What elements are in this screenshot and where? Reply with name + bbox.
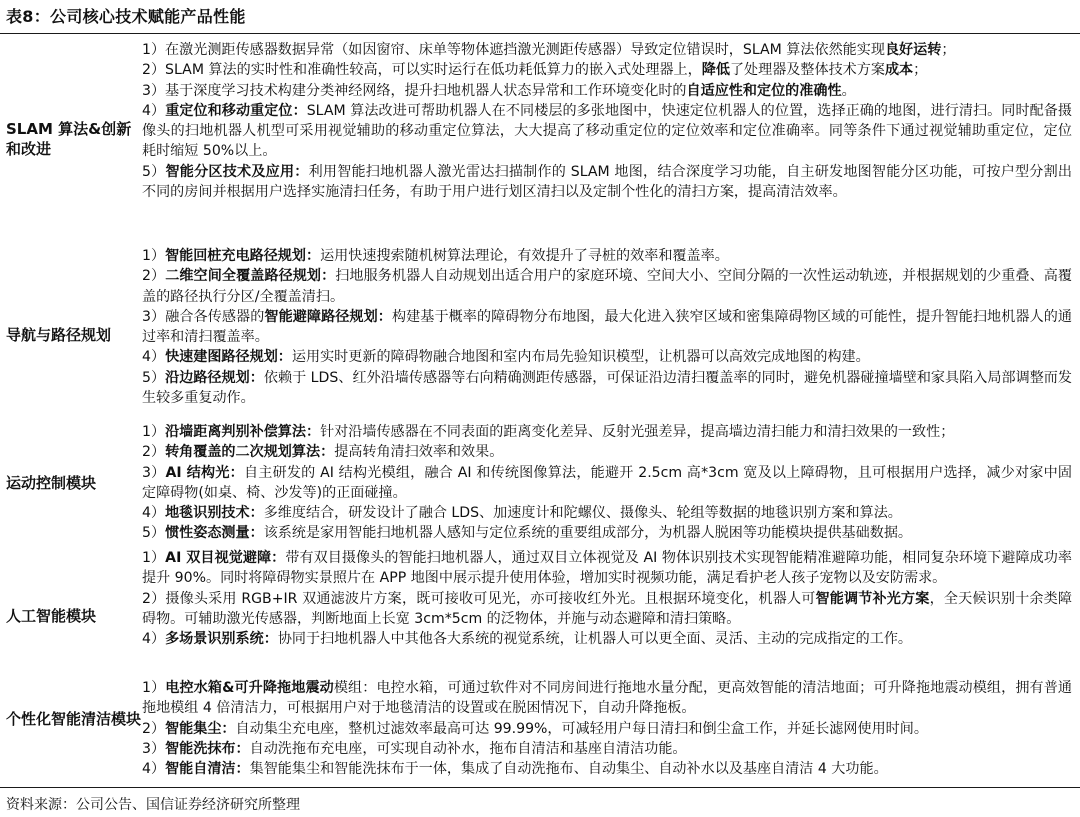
text-segment: 自主研发的 AI 结构光模组，融合 AI 和传统图像算法，能避开 2.5cm 高*3cm 宽及以上障碍物，且可根据用户选择，减少对家中固定障碍物(如桌、椅、沙发等)的正面碰撞。: [142, 464, 1073, 501]
row-item: [142, 422, 1072, 442]
top-rule: [0, 33, 1080, 34]
text-segment: 提高转角清扫效率和效果。: [334, 444, 504, 461]
row-item: [142, 246, 1072, 266]
text-segment: 5）: [142, 369, 166, 386]
row-item: [142, 759, 1072, 779]
category-label: 运动控制模块: [6, 474, 97, 492]
text-segment: 4）: [142, 102, 166, 119]
row-item: [142, 81, 1072, 101]
row-item: [142, 739, 1072, 759]
bold-text: 沿边路径规划：: [165, 369, 264, 386]
row-item: [142, 503, 1072, 523]
text-segment: 针对沿墙传感器在不同表面的距离变化差异、反射光强差异，提高墙边清扫能力和清扫效果的一致性；: [320, 424, 955, 440]
row-item: [142, 307, 1072, 348]
row-item: [142, 548, 1072, 589]
row-item: [142, 589, 1072, 630]
text-segment: 2）SLAM 算法的实时性和准确性较高，可以实时运行在低功耗低算力的嵌入式处理器上，: [142, 62, 702, 79]
bold-text: 沿墙距离判别补偿算法：: [165, 424, 321, 440]
category-label: 个性化智能清洁模块: [6, 710, 142, 728]
bold-text: 地毯识别技术：: [165, 505, 264, 522]
text-segment: 带有双目摄像头的智能扫地机器人，通过双目立体视觉及 AI 物体识别技术实现智能精准避障功能，相同复杂环境下避障成功率提升 90%。同时将障碍物实景照片在 APP 地图中展示提升使用体验，增加实时视频功能，满足看护老人孩子宠物以及安防需求。: [142, 550, 1072, 587]
text-segment: 3）: [142, 464, 166, 481]
category-label: SLAM 算法&创新和改进: [6, 120, 132, 158]
bottom-rule: [0, 787, 1080, 788]
text-segment: ；: [913, 62, 928, 79]
text-segment: 1）: [142, 424, 166, 440]
bold-text: 智能洗抹布：: [165, 740, 250, 757]
bold-text: 二维空间全覆盖路径规划：: [165, 268, 336, 285]
category-label: 导航与路径规划: [6, 326, 112, 344]
text-segment: 1）: [142, 680, 166, 696]
text-segment: 5）: [142, 525, 166, 542]
row-item: [142, 678, 1072, 719]
bold-text: 自适应性和定位的准确性: [686, 82, 842, 99]
text-segment: 多维度结合，研发设计了融合 LDS、加速度计和陀螺仪、摄像头、轮组等数据的地毯识别方案和算法。: [263, 505, 902, 522]
text-segment: 4）: [142, 761, 166, 778]
text-segment: 自动洗拖布充电座，可实现自动补水，拖布自清洁和基座自清洁功能。: [249, 740, 687, 757]
text-segment: 4）: [142, 505, 166, 522]
table-row-cleaning: [0, 678, 1080, 786]
text-segment: 2）: [142, 268, 166, 285]
row-item: [142, 347, 1072, 367]
text-segment: 2）: [142, 720, 166, 737]
row-item: [142, 101, 1072, 162]
row-content: [142, 40, 1072, 202]
bold-text: 智能回桩充电路径规划：: [165, 248, 321, 264]
text-segment: ，全天候识别十余类障碍物。可辅助激光传感器，判断地面上长宽 3cm*5cm 的泛物体，并施与动态避障和清扫策略。: [142, 590, 1072, 627]
text-segment: 协同于扫地机器人中其他各大系统的视觉系统，让机器人可以更全面、灵活、主动的完成指定的工作。: [277, 631, 913, 648]
text-segment: 扫地服务机器人自动规划出适合用户的家庭环境、空间大小、空间分隔的一次性运动轨迹，并根据规划的少重叠、高覆盖的路径执行分区/全覆盖清扫。: [142, 268, 1073, 305]
row-item: [142, 719, 1072, 739]
row-content: [142, 678, 1072, 779]
text-segment: 1）: [142, 550, 166, 566]
text-segment: 该系统是家用智能扫地机器人感知与定位系统的重要组成部分，为机器人脱困等功能模块提供基础数据。: [263, 525, 913, 542]
bold-text: 电控水箱&可升降拖地震动: [165, 680, 334, 696]
text-segment: 依赖于 LDS、红外沿墙传感器等右向精确测距传感器，可保证沿边清扫覆盖率的同时，避免机器碰撞墙壁和家具陷入局部调整而发生较多重复动作。: [142, 369, 1073, 407]
text-segment: 4）: [142, 349, 166, 366]
text-segment: 3）基于深度学习技术构建分类神经网络，提升扫地机器人状态异常和工作环境变化时的: [142, 82, 687, 99]
row-content: [142, 548, 1072, 649]
bold-text: 快速建图路径规划：: [165, 349, 292, 366]
text-segment: SLAM 算法改进可帮助机器人在不同楼层的多张地图中，快速定位机器人的位置，选择正确的地图，进行清扫。同时配备摄像头的扫地机器人机型可采用视觉辅助的移动重定位算法，大大提高了移动重定位的定位效率和定位准确率。同等条件下通过视觉辅助重定位，定位耗时缩短 50%以上。: [142, 102, 1072, 160]
text-segment: 5）: [142, 163, 166, 180]
text-segment: 模组：电控水箱，可通过软件对不同房间进行拖地水量分配，更高效智能的清洁地面；可升降拖地震动模组，拥有普通拖地模组 4 倍清洁力，可根据用户对于地毯清洁的设置或在脱困情况下，自动升降拖板。: [142, 680, 1073, 717]
category-label: 人工智能模块: [6, 607, 97, 625]
text-segment: 2）摄像头采用 RGB+IR 双通滤波片方案，既可接收可见光，亦可接收红外光。且根据环境变化，机器人可: [142, 590, 816, 607]
bold-text: 智能自清洁：: [165, 761, 250, 778]
bold-text: AI 结构光：: [165, 464, 244, 481]
text-segment: 构建基于概率的障碍物分布地图，最大化进入狭窄区域和密集障碍物区域的可能性，提升智能扫地机器人的通过率和清扫覆盖率。: [142, 308, 1073, 346]
text-segment: 集智能集尘和智能洗抹布于一体，集成了自动洗拖布、自动集尘、自动补水以及基座自清洁 4 大功能。: [249, 761, 888, 778]
bold-text: 良好运转: [884, 42, 942, 58]
bold-text: 成本: [884, 62, 914, 79]
text-segment: 。: [841, 82, 856, 99]
text-segment: 了处理器及整体技术方案: [729, 62, 885, 79]
bold-text: 惯性姿态测量：: [165, 525, 264, 542]
row-item: [142, 368, 1072, 409]
row-content: [142, 246, 1072, 408]
bold-text: AI 双目视觉避障：: [165, 550, 286, 566]
text-segment: 4）: [142, 631, 166, 648]
bold-text: 降低: [701, 62, 730, 79]
bold-text: 智能集尘：: [165, 720, 236, 737]
bold-text: 智能调节补光方案: [815, 590, 930, 607]
text-segment: 运用快速搜索随机树算法理论，有效提升了寻桩的效率和覆盖率。: [320, 248, 729, 264]
row-item: [142, 60, 1072, 80]
text-segment: 利用智能扫地机器人激光雷达扫描制作的 SLAM 地图，结合深度学习功能，自主研发地图智能分区功能，可按户型分割出不同的房间并根据用户选择实施清扫任务，有助于用户进行划区清扫以及定制个性化的清扫方案，提高清洁效率。: [142, 163, 1073, 201]
text-segment: 3）融合各传感器的: [142, 308, 265, 325]
text-segment: 1）: [142, 248, 166, 264]
bold-text: 智能分区技术及应用：: [165, 163, 309, 180]
text-segment: 自动集尘充电座，整机过滤效率最高可达 99.99%，可减轻用户每日清扫和倒尘盒工作，并延长滤网使用时间。: [235, 720, 928, 737]
text-segment: 运用实时更新的障碍物融合地图和室内布局先验知识模型，让机器可以高效完成地图的构建。: [291, 349, 870, 366]
row-item: [142, 162, 1072, 203]
row-item: [142, 523, 1072, 543]
row-item: [142, 40, 1072, 60]
table-row-navigation: [0, 246, 1080, 424]
text-segment: ；: [941, 42, 956, 58]
table-row-ai: [0, 548, 1080, 686]
table-row-motion-control: [0, 422, 1080, 548]
bold-text: 多场景识别系统：: [165, 631, 278, 648]
text-segment: 1）在激光测距传感器数据异常（如因窗帘、床单等物体遮挡激光测距传感器）导致定位错误时，SLAM 算法依然能实现: [142, 42, 885, 58]
bold-text: 智能避障路径规划：: [264, 308, 392, 325]
row-item: [142, 442, 1072, 462]
row-item: [142, 266, 1072, 307]
bold-text: 重定位和移动重定位：: [165, 102, 307, 119]
text-segment: 3）: [142, 740, 166, 757]
text-segment: 2）: [142, 444, 166, 461]
table-title: 表8：公司核心技术赋能产品性能: [6, 7, 246, 26]
row-item: [142, 463, 1072, 504]
table-row-slam: [0, 40, 1080, 240]
bold-text: 转角覆盖的二次规划算法：: [165, 444, 335, 461]
row-content: [142, 422, 1072, 544]
source-note: 资料来源：公司公告、国信证券经济研究所整理: [6, 797, 300, 813]
row-item: [142, 629, 1072, 649]
